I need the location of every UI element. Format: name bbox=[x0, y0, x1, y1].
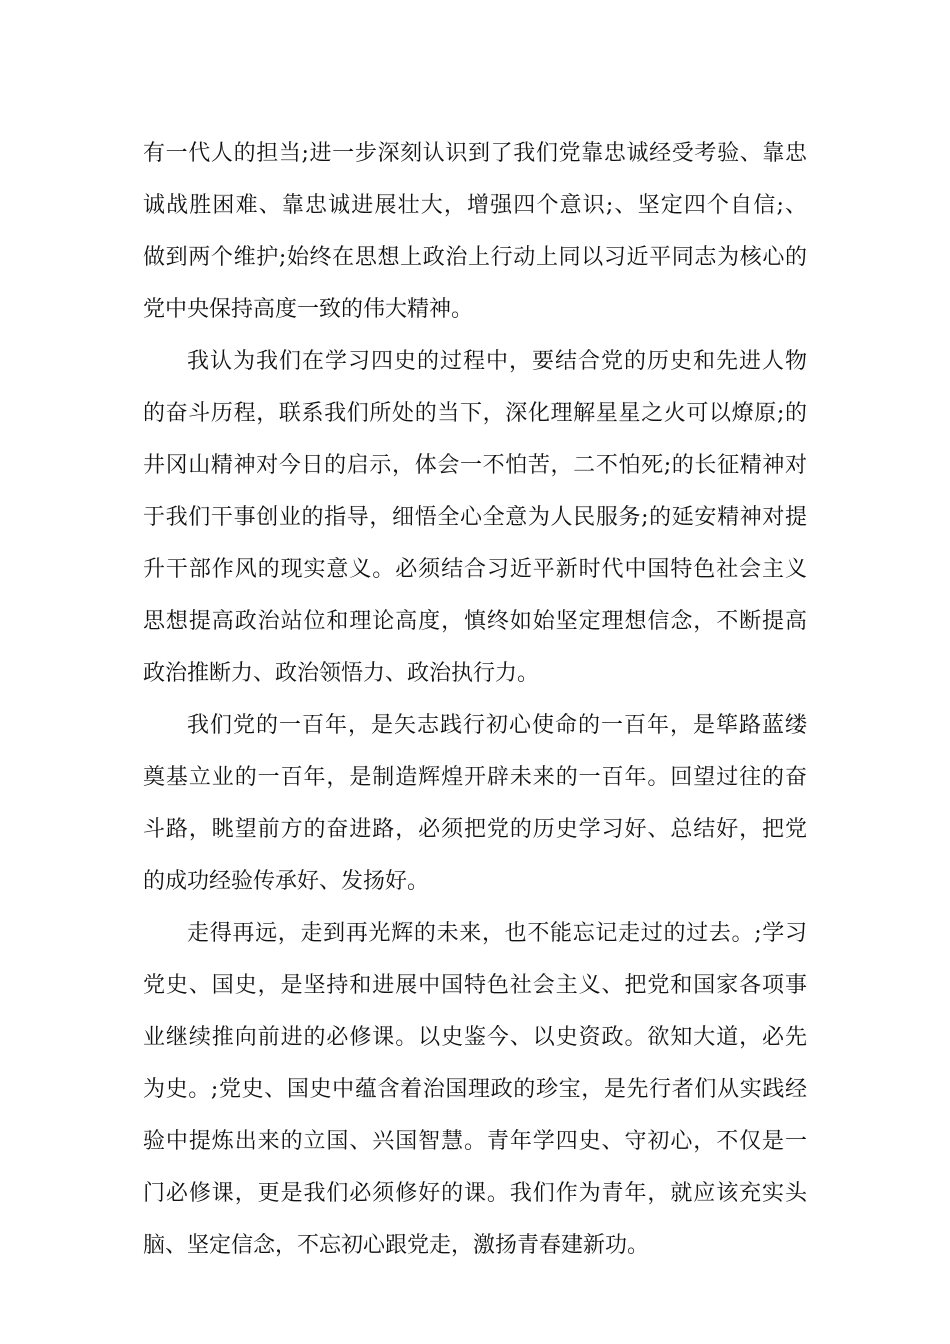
text-line: 有一代人的担当;进一步深刻认识到了我们党靠忠诚经受考验、靠忠 bbox=[143, 141, 807, 166]
text-line: 为史。;党史、国史中蕴含着治国理政的珍宝，是先行者们从实践经 bbox=[143, 1077, 807, 1102]
text-line: 验中提炼出来的立国、兴国智慧。青年学四史、守初心，不仅是一 bbox=[143, 1129, 807, 1154]
text-line: 我认为我们在学习四史的过程中，要结合党的历史和先进人物 bbox=[187, 349, 807, 374]
text-line: 党史、国史，是坚持和进展中国特色社会主义、把党和国家各项事 bbox=[143, 973, 807, 998]
text-line: 党中央保持高度一致的伟大精神。 bbox=[143, 297, 474, 322]
text-line: 业继续推向前进的必修课。以史鉴今、以史资政。欲知大道，必先 bbox=[143, 1025, 807, 1050]
text-line: 门必修课，更是我们必须修好的课。我们作为青年，就应该充实头 bbox=[143, 1181, 807, 1206]
text-line: 升干部作风的现实意义。必须结合习近平新时代中国特色社会主义 bbox=[143, 557, 807, 582]
text-line: 走得再远，走到再光辉的未来，也不能忘记走过的过去。;学习 bbox=[187, 921, 807, 946]
paragraph-2 bbox=[143, 336, 807, 700]
paragraph-1 bbox=[143, 128, 807, 336]
text-line: 脑、坚定信念，不忘初心跟党走，激扬青春建新功。 bbox=[143, 1233, 650, 1258]
text-line: 诚战胜困难、靠忠诚进展壮大，增强四个意识;、坚定四个自信;、 bbox=[143, 193, 807, 218]
paragraph-4 bbox=[143, 908, 807, 1272]
text-line: 井冈山精神对今日的启示，体会一不怕苦，二不怕死;的长征精神对 bbox=[143, 453, 807, 478]
document-body bbox=[143, 128, 807, 1272]
text-line: 的成功经验传承好、发扬好。 bbox=[143, 869, 430, 894]
text-line: 思想提高政治站位和理论高度，慎终如始坚定理想信念，不断提高 bbox=[143, 609, 807, 634]
text-line: 斗路，眺望前方的奋进路，必须把党的历史学习好、总结好，把党 bbox=[143, 817, 807, 842]
text-line: 的奋斗历程，联系我们所处的当下，深化理解星星之火可以燎原;的 bbox=[143, 401, 807, 426]
text-line: 政治推断力、政治领悟力、政治执行力。 bbox=[143, 661, 540, 686]
text-line: 我们党的一百年，是矢志践行初心使命的一百年，是筚路蓝缕 bbox=[187, 713, 807, 738]
paragraph-3 bbox=[143, 700, 807, 908]
text-line: 奠基立业的一百年，是制造辉煌开辟未来的一百年。回望过往的奋 bbox=[143, 765, 807, 790]
text-line: 于我们干事创业的指导，细悟全心全意为人民服务;的延安精神对提 bbox=[143, 505, 807, 530]
text-line: 做到两个维护;始终在思想上政治上行动上同以习近平同志为核心的 bbox=[143, 245, 807, 270]
